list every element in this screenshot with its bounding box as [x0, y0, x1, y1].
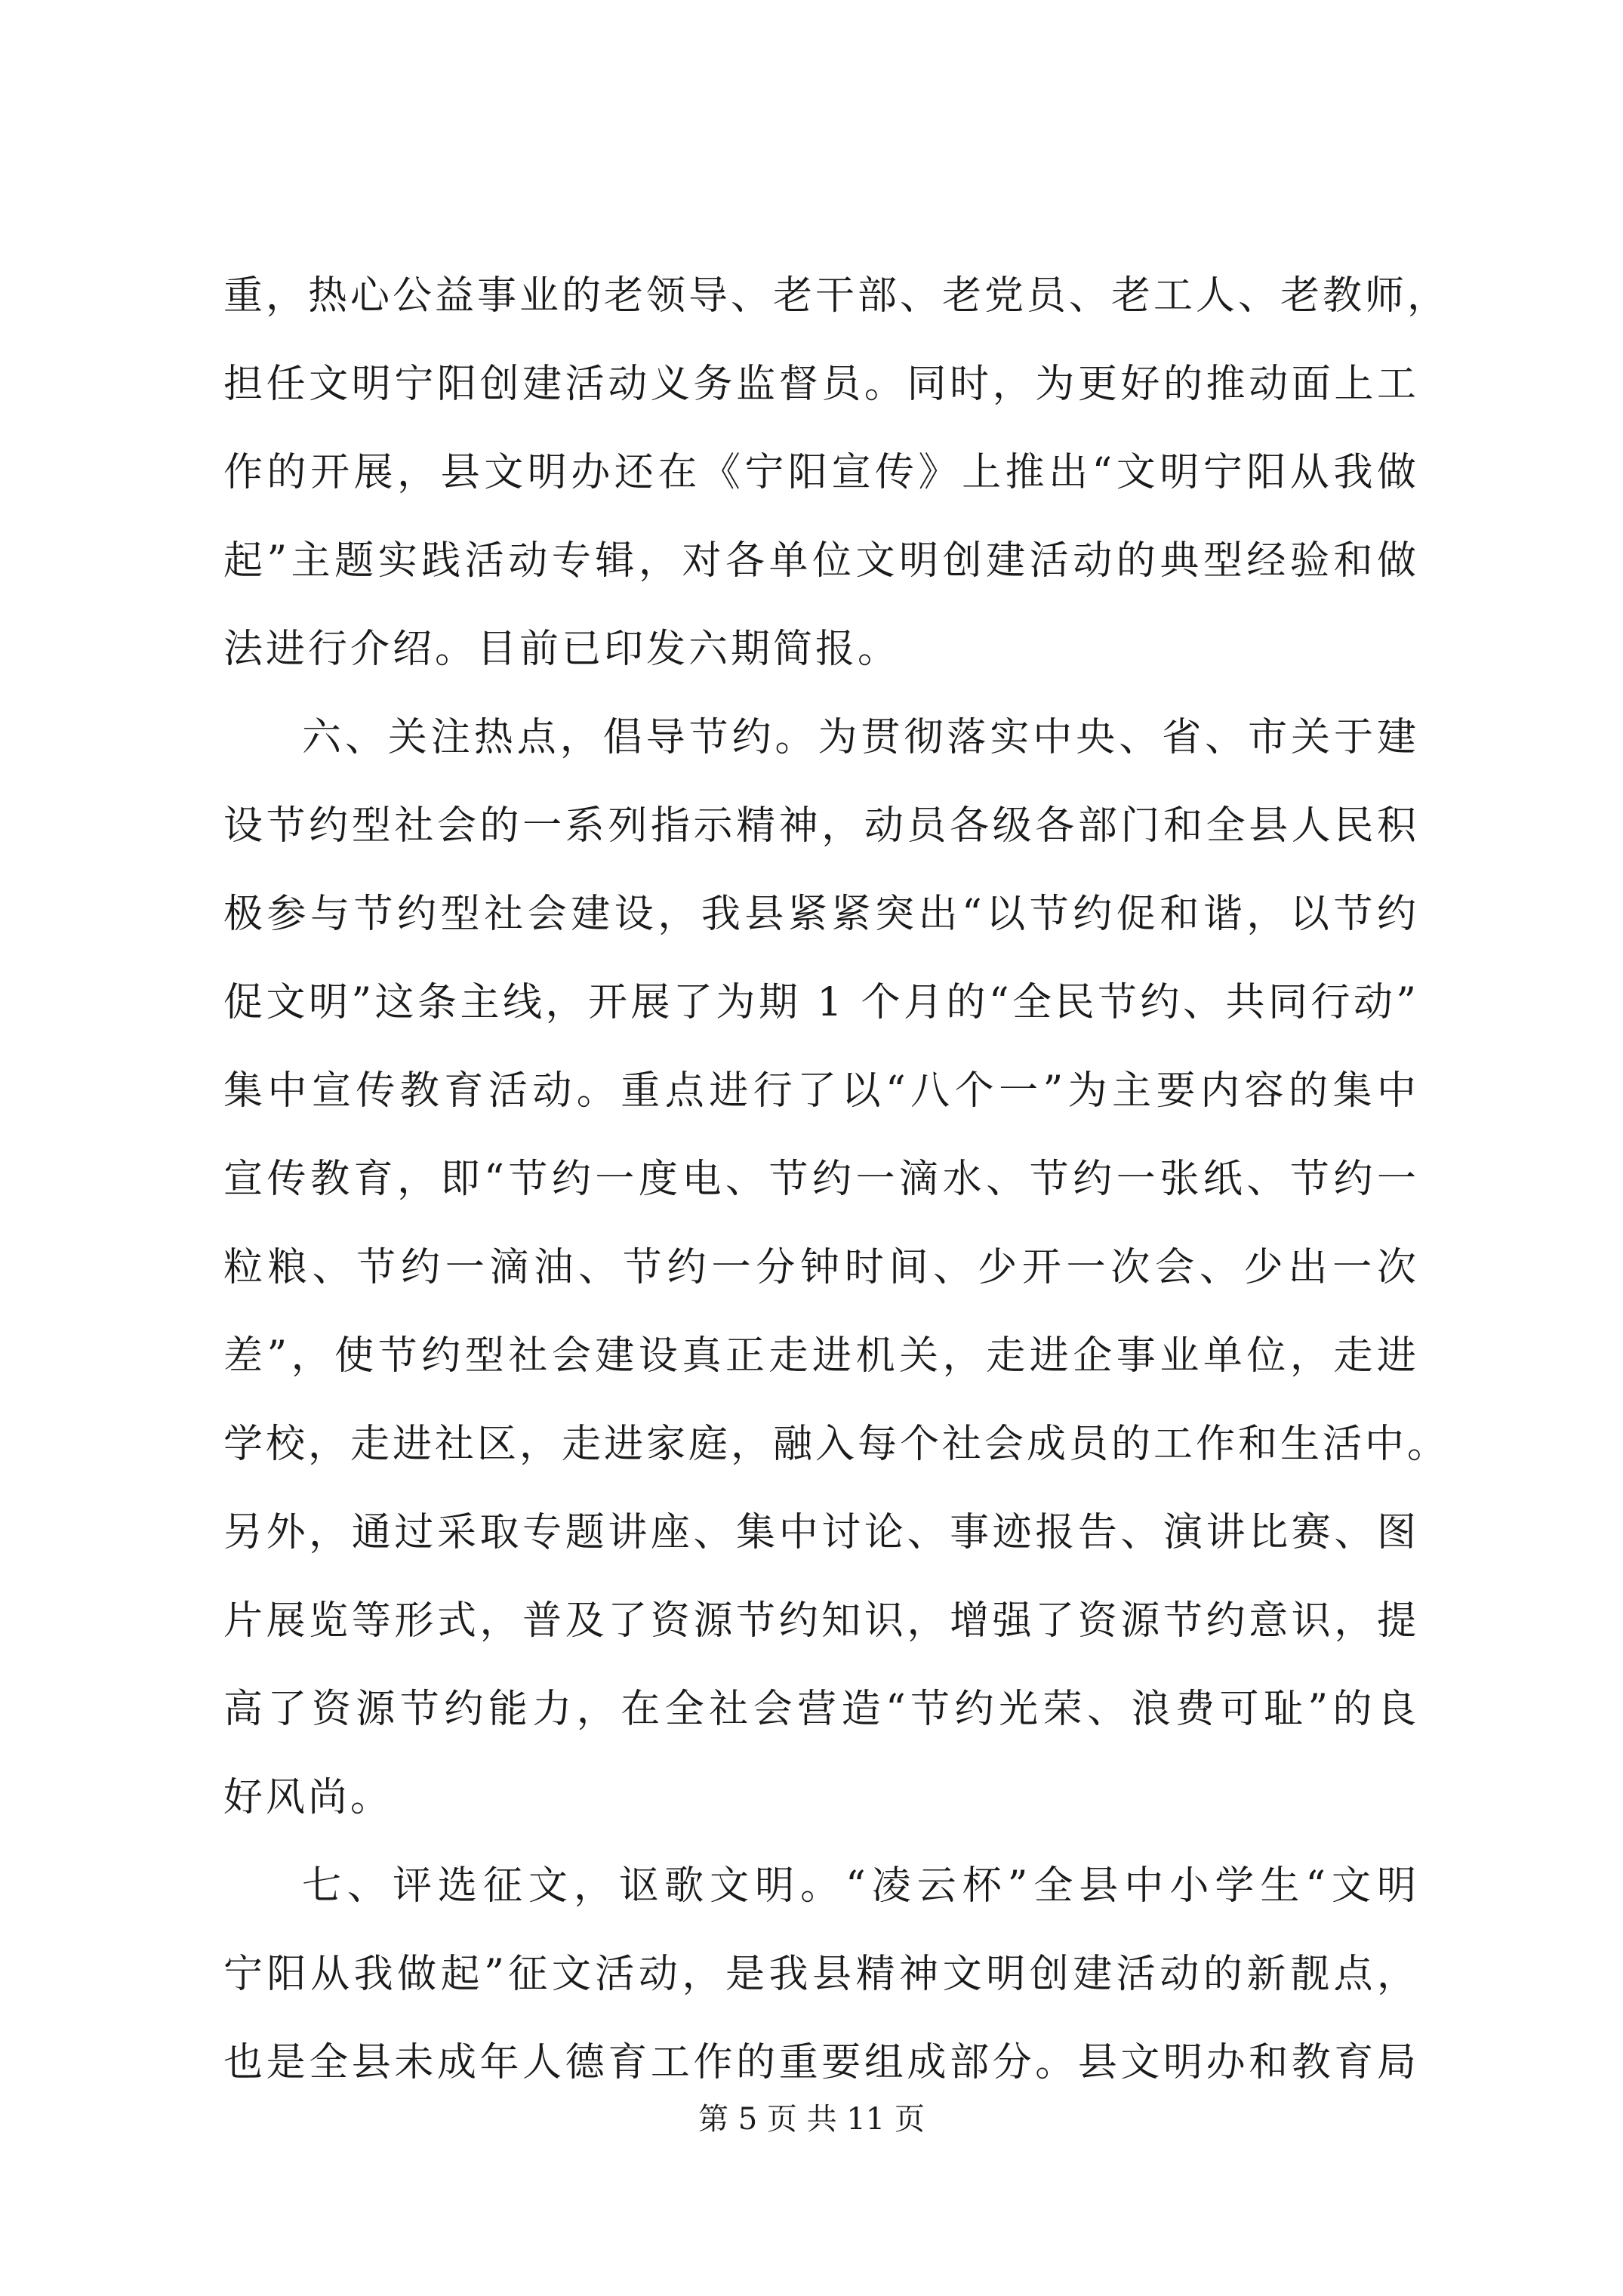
- text-line: 起”主题实践活动专辑，对各单位文明创建活动的典型经验和做: [223, 538, 1419, 584]
- text-line: 极参与节约型社会建设，我县紧紧突出“以节约促和谐，以节约: [223, 892, 1419, 937]
- text-line: 好风尚。: [223, 1775, 393, 1820]
- text-line: 重，热心公益事业的老领导、老干部、老党员、老工人、老教师，: [223, 273, 1450, 319]
- text-line: 宣传教育，即“节约一度电、节约一滴水、节约一张纸、节约一: [223, 1157, 1419, 1202]
- text-line: 片展览等形式，普及了资源节约知识，增强了资源节约意识，提: [223, 1598, 1419, 1644]
- text-line: 高了资源节约能力，在全社会营造“节约光荣、浪费可耻”的良: [223, 1687, 1419, 1732]
- text-line: 法进行介绍。目前已印发六期简报。: [223, 627, 901, 672]
- text-line: 作的开展，县文明办还在《宁阳宣传》上推出“文明宁阳从我做: [223, 450, 1419, 495]
- text-line: 设节约型社会的一系列指示精神，动员各级各部门和全县人民积: [223, 803, 1419, 849]
- text-line: 粒粮、节约一滴油、节约一分钟时间、少开一次会、少出一次: [223, 1245, 1419, 1290]
- text-line: 学校，走进社区，走进家庭，融入每个社会成员的工作和生活中。: [223, 1422, 1450, 1467]
- page-number-footer: 第 5 页 共 11 页: [698, 2102, 925, 2137]
- text-line: 差”，使节约型社会建设真正走进机关，走进企事业单位，走进: [223, 1333, 1419, 1379]
- text-line: 担任文明宁阳创建活动义务监督员。同时，为更好的推动面上工: [223, 362, 1419, 407]
- text-line: 宁阳从我做起”征文活动，是我县精神文明创建活动的新靓点，: [223, 1952, 1419, 1997]
- text-line: 也是全县未成年人德育工作的重要组成部分。县文明办和教育局: [223, 2040, 1419, 2085]
- paragraph-first-line: 六、关注热点，倡导节约。为贯彻落实中央、省、市关于建: [302, 715, 1419, 760]
- paragraph-first-line: 七、评选征文，讴歌文明。“凌云杯”全县中小学生“文明: [302, 1863, 1419, 1909]
- text-line: 另外，通过采取专题讲座、集中讨论、事迹报告、演讲比赛、图: [223, 1510, 1419, 1555]
- text-line: 集中宣传教育活动。重点进行了以“八个一”为主要内容的集中: [223, 1068, 1419, 1114]
- text-line: 促文明”这条主线，开展了为期 1 个月的“全民节约、共同行动”: [223, 980, 1419, 1025]
